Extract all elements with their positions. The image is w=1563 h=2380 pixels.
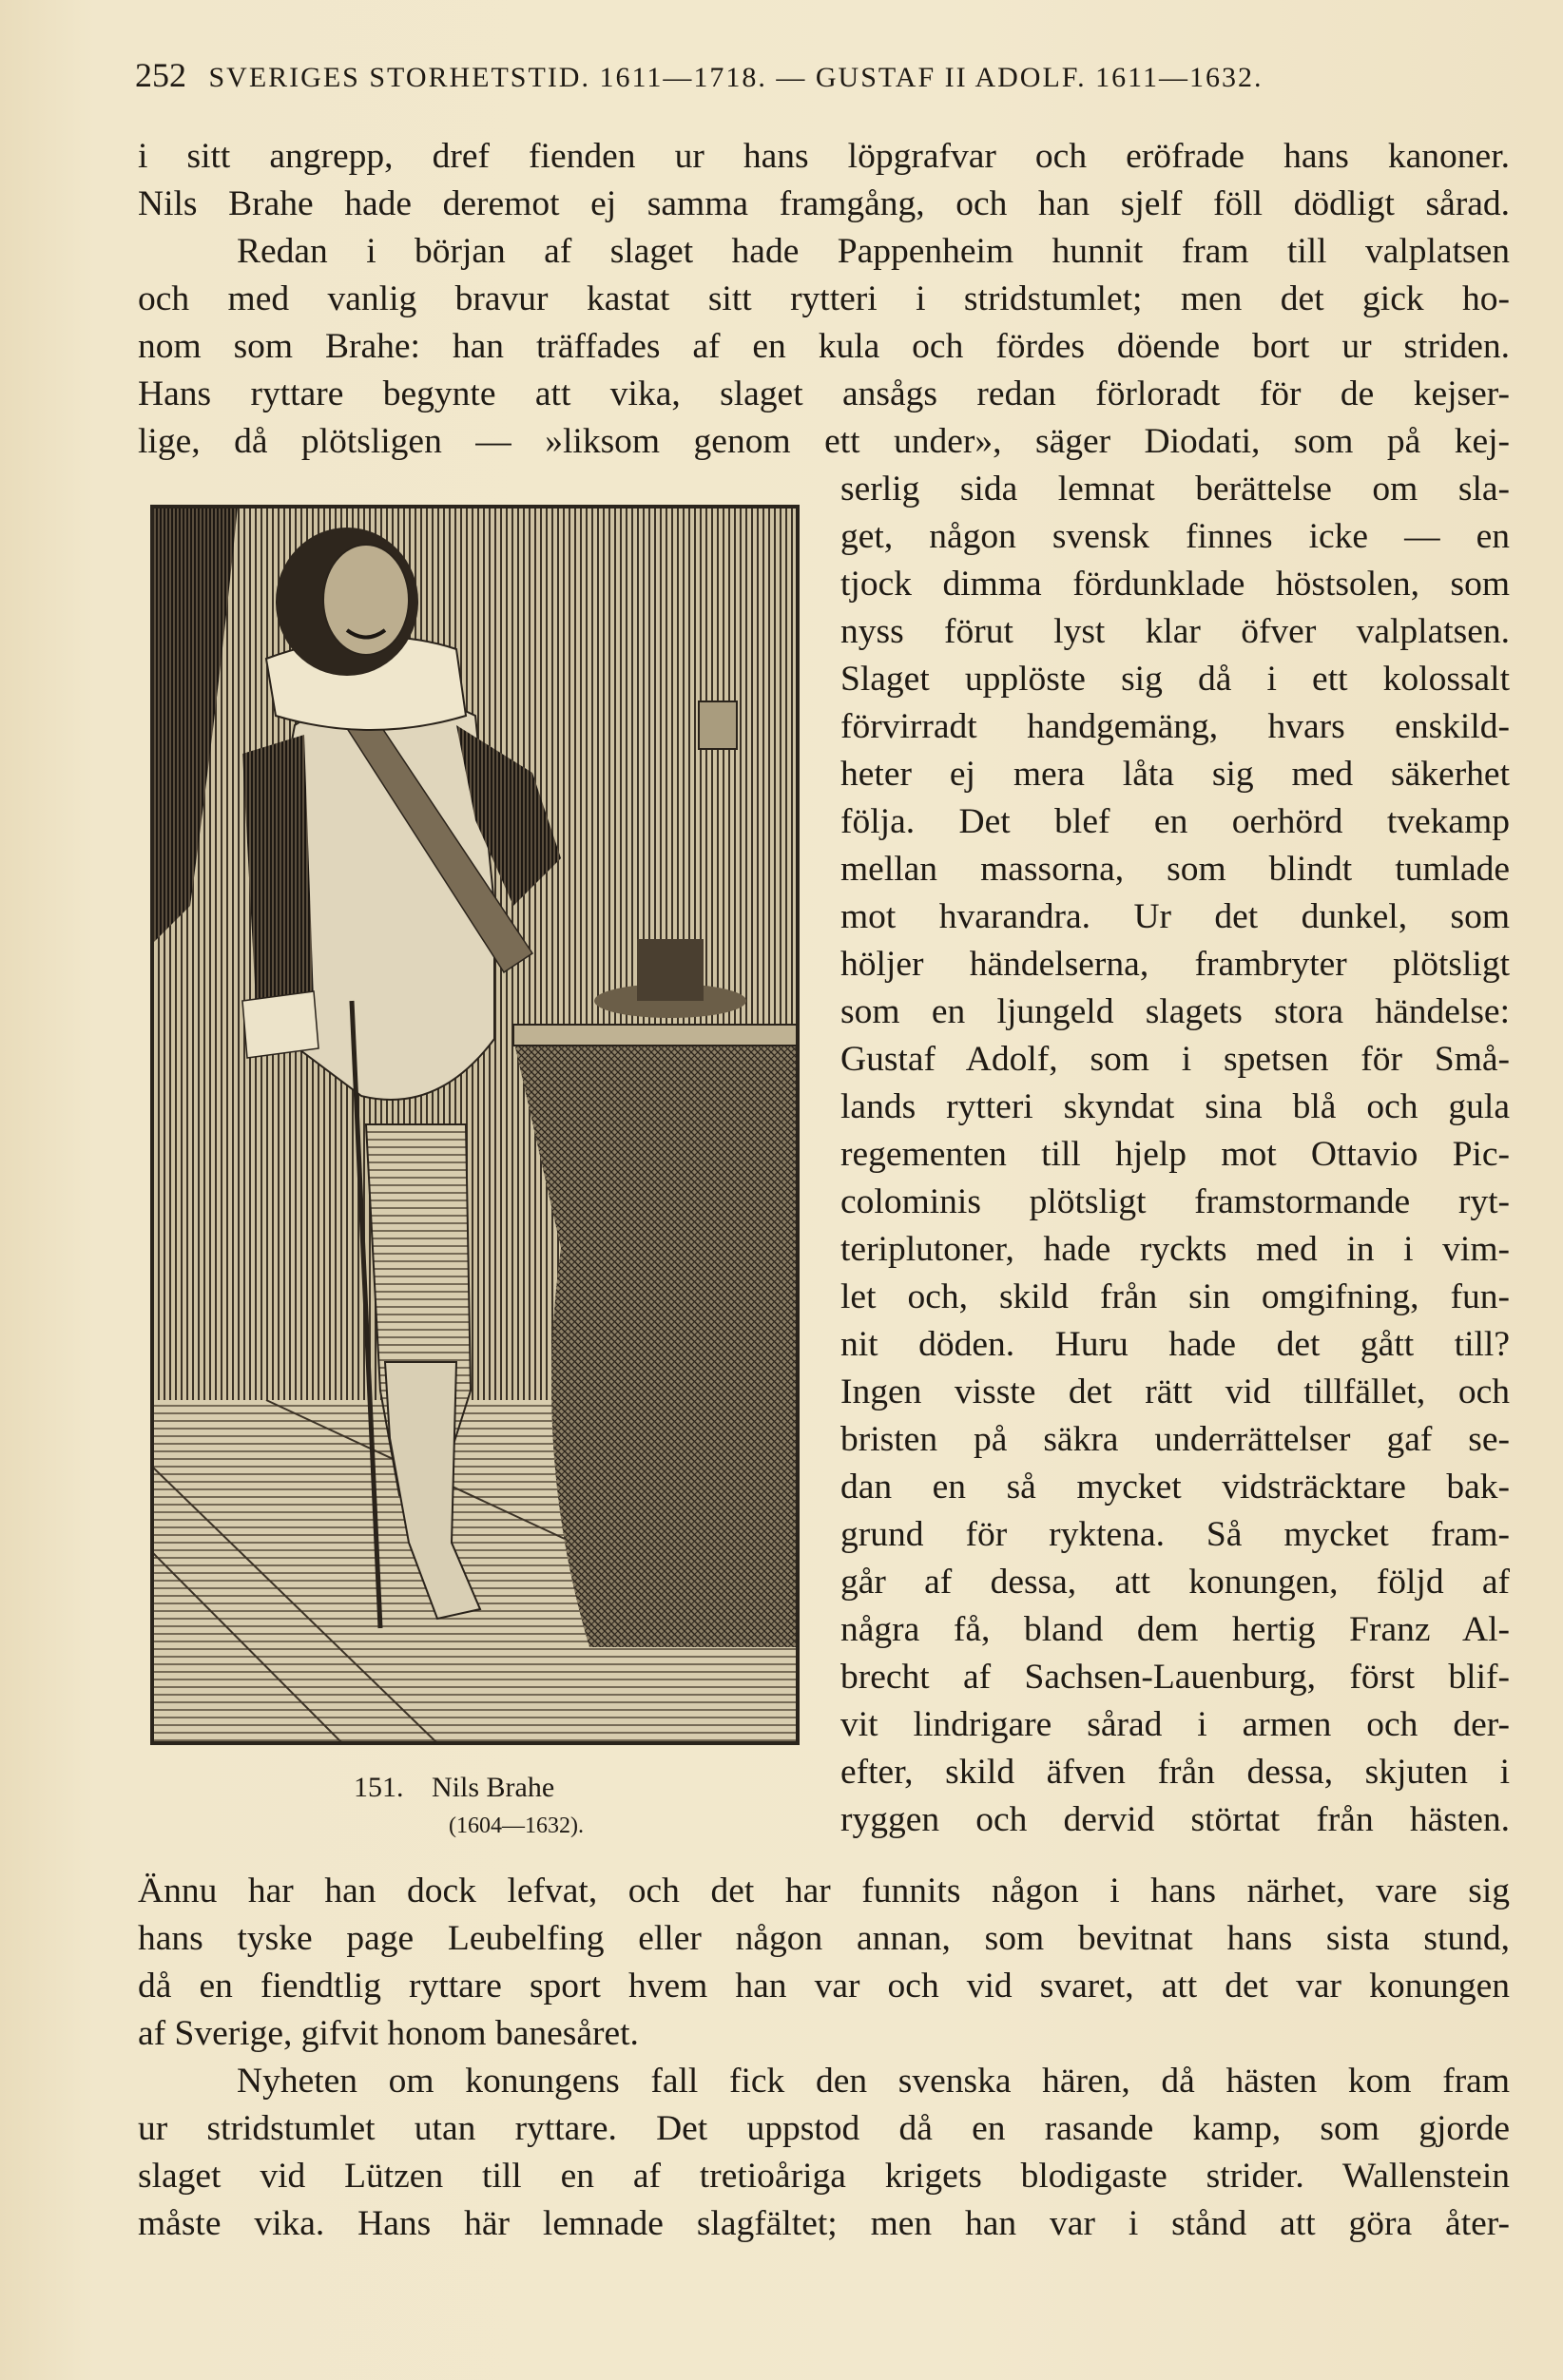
text-line: heter ej mera låta sig med säkerhet [840,755,1510,794]
text-line: Hans ryttare begynte att vika, slaget ansågs redan förloradt för de kejser- [138,374,1510,413]
portrait-engraving [150,505,800,1745]
text-line: Nyheten om konungens fall fick den svenska hären, då hästen kom fram [237,2062,1510,2101]
text-line: Ingen visste det rätt vid tillfället, och [840,1372,1510,1411]
text-line: hans tyske page Leubelfing eller någon annan, som bevitnat hans sista stund, [138,1919,1510,1958]
text-line: Redan i början af slaget hade Pappenheim hunnit fram till valplatsen [237,232,1510,271]
text-line: mellan massorna, som blindt tumlade [840,850,1510,889]
text-line: som en ljungeld slagets stora händelse: [840,992,1510,1031]
text-line: lands rytteri skyndat sina blå och gula [840,1087,1510,1126]
text-line: teriplutoner, hade ryckts med in i vim- [840,1230,1510,1269]
text-line: då en fiendtlig ryttare sport hvem han var och vid svaret, att det var konungen [138,1967,1510,2006]
running-title: SVERIGES STORHETSTID. 1611—1718. — GUSTAF II ADOLF. 1611—1632. [208,62,1264,93]
caption-name: Nils Brahe [432,1772,555,1803]
text-line: lige, då plötsligen — »liksom genom ett under», säger Diodati, som på kej- [138,422,1510,461]
page-number: 252 [135,56,186,94]
running-header [135,55,1504,101]
text-line: Nils Brahe hade deremot ej samma framgång, och han sjelf föll dödligt sårad. [138,184,1510,223]
text-line: regementen till hjelp mot Ottavio Pic- [840,1135,1510,1174]
text-line: höljer händelserna, frambryter plötsligt [840,945,1510,984]
text-line: ur stridstumlet utan ryttare. Det uppstod då en rasande kamp, som gjorde [138,2109,1510,2148]
text-line: går af dessa, att konungen, följd af [840,1563,1510,1602]
text-line: brecht af Sachsen-Lauenburg, först blif- [840,1658,1510,1697]
text-line: nom som Brahe: han träffades af en kula och fördes döende bort ur striden. [138,327,1510,366]
text-line: bristen på säkra underrättelser gaf se- [840,1420,1510,1459]
text-line: Gustaf Adolf, som i spetsen för Små- [840,1040,1510,1079]
caption-dates: (1604—1632). [449,1814,584,1838]
text-line: af Sverige, gifvit honom banesåret. [138,2014,639,2053]
text-line: grund för ryktena. Så mycket fram- [840,1515,1510,1554]
text-line: Slaget upplöste sig då i ett kolossalt [840,660,1510,699]
text-line: ryggen och dervid störtat från hästen. [840,1800,1510,1839]
text-line: colominis plötsligt framstormande ryt- [840,1182,1510,1221]
figure-caption [354,1769,639,1845]
text-line: slaget vid Lützen till en af tretioåriga krigets blodigaste strider. Wallenstein [138,2157,1510,2196]
text-line: måste vika. Hans här lemnade slagfältet; men han var i stånd att göra åter- [138,2204,1510,2243]
text-line: let och, skild från sin omgifning, fun- [840,1277,1510,1316]
caption-number: 151. [354,1772,404,1803]
text-line: dan en så mycket vidsträcktare bak- [840,1468,1510,1507]
text-line: mot hvarandra. Ur det dunkel, som [840,897,1510,936]
text-line: i sitt angrepp, dref fienden ur hans löpgrafvar och eröfrade hans kanoner. [138,137,1510,176]
text-line: serlig sida lemnat berättelse om sla- [840,470,1510,509]
text-line: nyss förut lyst klar öfver valplatsen. [840,612,1510,651]
text-line: Ännu har han dock lefvat, och det har funnits någon i hans närhet, vare sig [138,1871,1510,1910]
text-line: get, någon svensk finnes icke — en [840,517,1510,556]
text-line: följa. Det blef en oerhörd tvekamp [840,802,1510,841]
text-line: förvirradt handgemäng, hvars enskild- [840,707,1510,746]
text-line: och med vanlig bravur kastat sitt rytteri i stridstumlet; men det gick ho- [138,279,1510,318]
text-line: några få, bland dem hertig Franz Al- [840,1610,1510,1649]
text-line: nit döden. Huru hade det gått till? [840,1325,1510,1364]
text-line: vit lindrigare sårad i armen och der- [840,1705,1510,1744]
text-line: tjock dimma fördunklade höstsolen, som [840,565,1510,604]
text-line: efter, skild äfven från dessa, skjuten i [840,1753,1510,1792]
